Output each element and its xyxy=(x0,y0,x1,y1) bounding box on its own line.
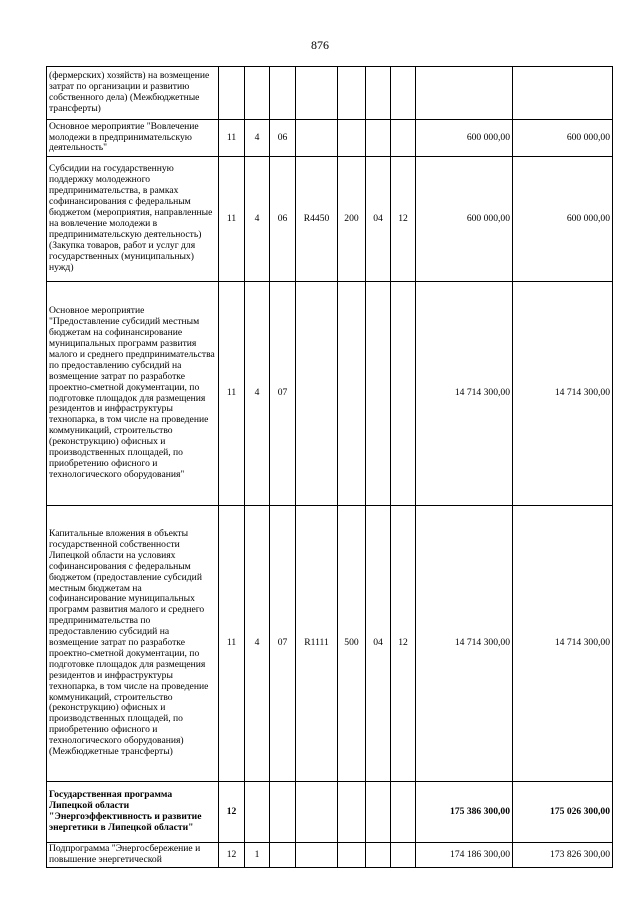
amount-second: 173 826 300,00 xyxy=(513,843,613,868)
code-direction xyxy=(296,843,338,868)
code-direction: R4450 xyxy=(296,157,338,282)
code-subsection xyxy=(391,67,416,120)
table-row xyxy=(47,782,613,843)
amount-first: 14 714 300,00 xyxy=(416,506,513,782)
code-direction xyxy=(296,120,338,157)
code-section: 04 xyxy=(366,157,391,282)
code-activity: 06 xyxy=(270,157,296,282)
amount-second: 14 714 300,00 xyxy=(513,506,613,782)
row-description: Подпрограмма "Энергосбережение и повышение энергетической xyxy=(47,843,219,868)
code-subprogram: 4 xyxy=(245,506,270,782)
code-subprogram: 4 xyxy=(245,157,270,282)
row-description: Основное мероприятие "Предоставление субсидий местным бюджетам на софинансирование муниципальных программ развития малого и среднего предпринимательства по предоставлению субсидий на возмещение затрат по разработке проектно-сметной документации, по подготовке площадок для размещения резидентов и инфраструктуры технопарка, в том числе на проведение коммуникаций, строительство (реконструкцию) офисных и производственных площадей, по приобретению офисного и технологического оборудования" xyxy=(47,282,219,506)
amount-first: 175 386 300,00 xyxy=(416,782,513,843)
code-direction xyxy=(296,782,338,843)
amount-second: 175 026 300,00 xyxy=(513,782,613,843)
table-row xyxy=(47,506,613,782)
code-direction xyxy=(296,67,338,120)
page-number: 876 xyxy=(311,38,329,52)
row-description: (фермерских) хозяйств) на возмещение затрат по организации и развитию собственного дела) (Межбюджетные трансферты) xyxy=(47,67,219,120)
code-program: 11 xyxy=(219,157,245,282)
code-activity: 07 xyxy=(270,506,296,782)
code-program xyxy=(219,67,245,120)
code-subprogram: 1 xyxy=(245,843,270,868)
code-expense-type xyxy=(338,120,366,157)
code-program: 12 xyxy=(219,843,245,868)
code-expense-type: 500 xyxy=(338,506,366,782)
code-direction: R1111 xyxy=(296,506,338,782)
code-subsection xyxy=(391,120,416,157)
code-section xyxy=(366,282,391,506)
code-expense-type: 200 xyxy=(338,157,366,282)
table-row xyxy=(47,843,613,868)
code-section: 04 xyxy=(366,506,391,782)
code-program: 11 xyxy=(219,120,245,157)
code-subsection xyxy=(391,282,416,506)
code-activity: 06 xyxy=(270,120,296,157)
code-program: 12 xyxy=(219,782,245,843)
amount-first: 174 186 300,00 xyxy=(416,843,513,868)
code-subprogram xyxy=(245,67,270,120)
code-program: 11 xyxy=(219,506,245,782)
code-activity xyxy=(270,782,296,843)
amount-first: 600 000,00 xyxy=(416,157,513,282)
amount-second: 600 000,00 xyxy=(513,157,613,282)
row-description: Капитальные вложения в объекты государственной собственности Липецкой области на условиях софинансирования с федеральным бюджетом (предоставление субсидий местным бюджетам на софинансирование муниципальных программ развития малого и среднего предпринимательства по предоставлению субсидий на возмещение затрат по разработке проектно-сметной документации, по подготовке площадок для размещения резидентов и инфраструктуры технопарка, в том числе на проведение коммуникаций, строительство (реконструкцию) офисных и производственных площадей, по приобретению офисного и технологического оборудования) (Межбюджетные трансферты) xyxy=(47,506,219,782)
code-subprogram: 4 xyxy=(245,282,270,506)
code-activity: 07 xyxy=(270,282,296,506)
code-expense-type xyxy=(338,843,366,868)
code-activity xyxy=(270,843,296,868)
budget-table xyxy=(46,66,613,868)
table-row xyxy=(47,120,613,157)
amount-second xyxy=(513,67,613,120)
amount-second: 600 000,00 xyxy=(513,120,613,157)
amount-second: 14 714 300,00 xyxy=(513,282,613,506)
code-section xyxy=(366,120,391,157)
code-activity xyxy=(270,67,296,120)
code-direction xyxy=(296,282,338,506)
code-subsection xyxy=(391,782,416,843)
code-expense-type xyxy=(338,282,366,506)
table-row xyxy=(47,67,613,120)
code-subsection: 12 xyxy=(391,157,416,282)
table-row xyxy=(47,282,613,506)
amount-first: 14 714 300,00 xyxy=(416,282,513,506)
code-expense-type xyxy=(338,67,366,120)
row-description: Государственная программа Липецкой области "Энергоэффективность и развитие энергетики в Липецкой области" xyxy=(47,782,219,843)
amount-first: 600 000,00 xyxy=(416,120,513,157)
row-description: Основное мероприятие "Вовлечение молодежи в предпринимательскую деятельность" xyxy=(47,120,219,157)
code-section xyxy=(366,782,391,843)
table-row xyxy=(47,157,613,282)
code-subsection: 12 xyxy=(391,506,416,782)
code-section xyxy=(366,843,391,868)
code-subprogram xyxy=(245,782,270,843)
code-subsection xyxy=(391,843,416,868)
code-expense-type xyxy=(338,782,366,843)
code-section xyxy=(366,67,391,120)
amount-first xyxy=(416,67,513,120)
row-description: Субсидии на государственную поддержку молодежного предпринимательства, в рамках софинансирования с федеральным бюджетом (мероприятия, направленные на вовлечение молодежи в предпринимательскую деятельность) (Закупка товаров, работ и услуг для государственных (муниципальных) нужд) xyxy=(47,157,219,282)
code-subprogram: 4 xyxy=(245,120,270,157)
code-program: 11 xyxy=(219,282,245,506)
